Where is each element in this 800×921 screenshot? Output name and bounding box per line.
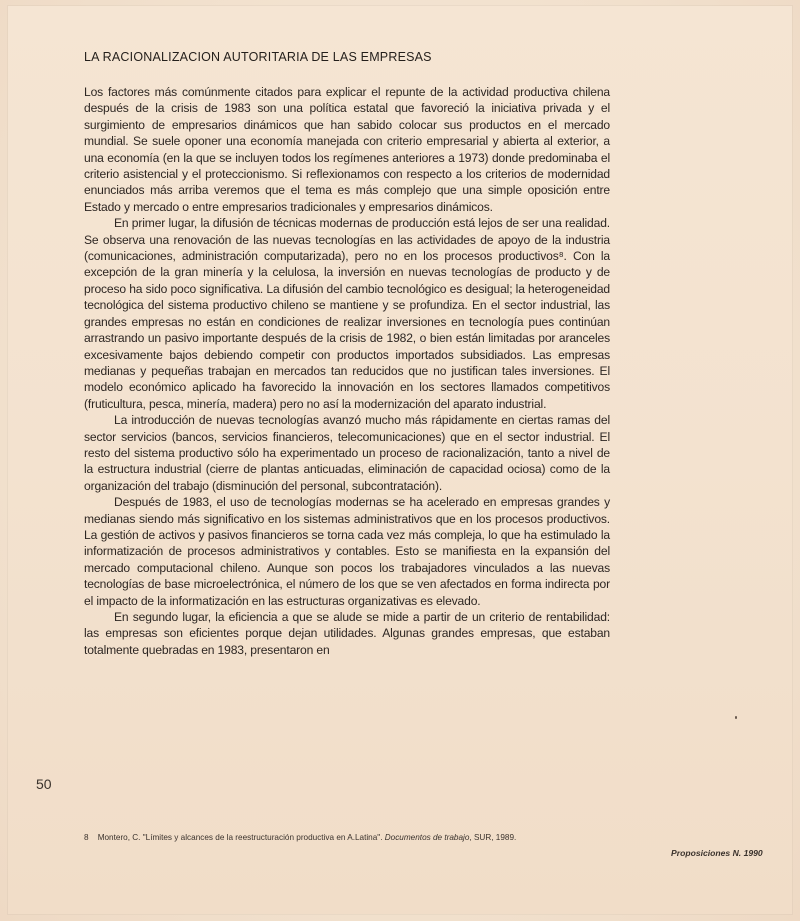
paragraph-1: Los factores más comúnmente citados para explicar el repunte de la actividad productiva chilena después de la crisis de 1983 son una política estatal que favoreció la iniciativa privada y el surgimiento de empresarios dinámicos que han sabido colocar sus productos en el mercado mundial. Se suele oponer una economía manejada con criterio empresarial y abierta al exterior, a una economía (en la que se incluyen todos los regímenes anteriores a 1973) donde predominaba el criterio asistencial y el proteccionismo. Si reflexionamos con respecto a los criterios de modernidad enunciados más arriba veremos que el tema es más complejo que una simple oposición entre Estado y mercado o entre empresarios tradicionales y empresarios dinámicos. [84, 85, 610, 214]
document-page [8, 6, 792, 914]
journal-name: Proposiciones N. 1990 [671, 848, 763, 858]
paragraph-2: En primer lugar, la difusión de técnicas modernas de producción está lejos de ser una realidad. Se observa una renovación de las nuevas tecnologías en las actividades de apoyo de la industria (comunicaciones, administración computarizada), pero no en los procesos productivos⁸. Con la excepción de la gran minería y la celulosa, la inversión en nuevas tecnologías de producto y de proceso ha sido poco significativa. La difusión del cambio tecnológico es desigual; la heterogeneidad tecnológica del sistema productivo chileno se mantiene y se profundiza. En el sector industrial, las grandes empresas no están en condiciones de realizar inversiones en tecnología pues continúan arrastrando un pasivo importante después de la crisis de 1982, o bien están limitadas por aranceles excesivamente bajos debiendo competir con productos importados subsidiados. Las empresas medianas y pequeñas trabajan en mercados tan reducidos que no justifican tales inversiones. El modelo económico aplicado ha favorecido la innovación en los sectores llamados competitivos (fruticultura, pesca, minería, madera) pero no así la modernización del aparato industrial. [84, 216, 610, 411]
paper-speck [735, 716, 737, 719]
footnote [84, 832, 614, 844]
body-text [84, 84, 610, 658]
running-head: LA RACIONALIZACION AUTORITARIA DE LAS EMPRESAS [84, 50, 432, 64]
paragraph-4: Después de 1983, el uso de tecnologías modernas se ha acelerado en empresas grandes y medianas siendo más significativo en los sistemas administrativos que en los procesos productivos. La gestión de activos y pasivos financieros se torna cada vez más compleja, lo que ha estimulado la informatización de procesos administrativos y contables. Esto se manifiesta en la expansión del mercado computacional chileno. Aunque son pocos los trabajadores vinculados a las nuevas tecnologías de base microelectrónica, el número de los que se ven afectados en forma indirecta por el impacto de la informatización en las estructuras organizativas es elevado. [84, 495, 610, 608]
paragraph-3: La introducción de nuevas tecnologías avanzó mucho más rápidamente en ciertas ramas del sector servicios (bancos, servicios financieros, telecomunicaciones) que en el sector industrial. El resto del sistema productivo sólo ha experimentado un proceso de racionalización, tanto a nivel de la estructura industrial (cierre de plantas anticuadas, eliminación de capacidad ociosa) como de la organización del trabajo (disminución del personal, subcontratación). [84, 413, 610, 493]
paragraph-5: En segundo lugar, la eficiencia a que se alude se mide a partir de un criterio de rentabilidad: las empresas son eficientes porque dejan utilidades. Algunas grandes empresas, que estaban totalmente quebradas en 1983, presentaron en [84, 610, 610, 657]
page-number: 50 [36, 776, 52, 792]
footnote-text: Montero, C. "Límites y alcances de la reestructuración productiva en A.Latina". [97, 833, 385, 842]
footnote-marker: 8 [84, 833, 89, 842]
footnote-title: Documentos de trabajo [384, 833, 470, 842]
footnote-tail: , SUR, 1989. [469, 833, 517, 842]
